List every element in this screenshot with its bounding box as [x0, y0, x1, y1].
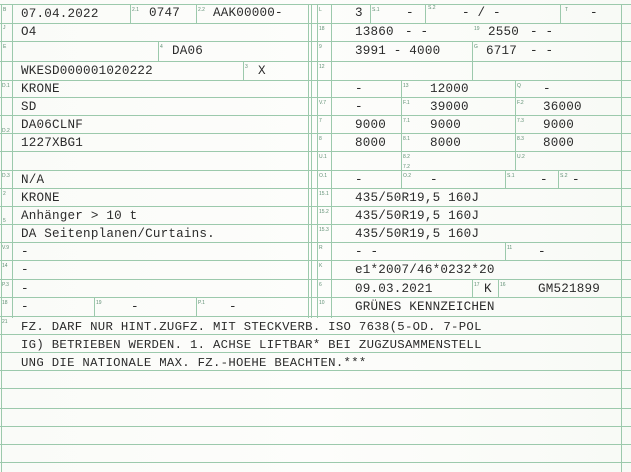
field-code: 8.3 [517, 136, 524, 142]
grid-line [498, 279, 499, 297]
vehicle-category-value: Anhänger > 10 t [21, 209, 138, 223]
field-19-value: - [131, 300, 139, 314]
field-v7-value: - [355, 100, 363, 114]
field-19-right-value: 2550 [488, 25, 520, 39]
grid-line [0, 370, 631, 371]
grid-line [331, 4, 332, 318]
grid-line [0, 242, 631, 243]
field-code: 17 [474, 282, 480, 288]
field-p3-value: - [21, 282, 29, 296]
grid-line [0, 260, 631, 261]
field-f2-value: 36000 [543, 100, 582, 114]
grid-line [0, 151, 631, 152]
field-code: 8.1 [403, 136, 410, 142]
grid-line [0, 408, 631, 409]
field-13-value: 12000 [430, 82, 469, 96]
field-code: O.1 [319, 173, 328, 179]
field-code: S.2 [560, 173, 568, 179]
type-value: SD [21, 100, 37, 114]
field-code: 14 [2, 263, 8, 269]
version-value: 1227XBG1 [21, 136, 84, 150]
field-code: T [565, 7, 569, 13]
field-d3-value: N/A [21, 173, 45, 187]
field-code: F.1 [403, 100, 410, 106]
field-code: D.2 [2, 128, 10, 134]
grid-line [472, 61, 473, 80]
field-code: 18 [2, 300, 8, 306]
field-8-1-value: 8000 [430, 136, 462, 150]
field-code: 11 [507, 245, 513, 251]
field-code: U.1 [319, 154, 327, 160]
field-code: 18 [319, 26, 325, 32]
tyre-axle-2-value: 435/50R19,5 160J [355, 209, 480, 223]
grid-line [158, 41, 159, 61]
grid-line [0, 426, 631, 427]
grid-line [370, 4, 371, 23]
field-g-dashes: - - [530, 44, 554, 58]
field-t-value: - [590, 6, 598, 20]
grid-line [0, 115, 631, 116]
field-12-value: - [355, 82, 363, 96]
grid-line [472, 41, 473, 61]
field-code: 15.1 [319, 191, 329, 197]
grid-line [0, 206, 631, 207]
field-q-value: - [543, 82, 551, 96]
field-18-right-dashes: - - [405, 25, 429, 39]
field-g-value: 6717 [486, 44, 518, 58]
type-approval-value: e1*2007/46*0232*20 [355, 263, 495, 277]
field-code: 5 [3, 218, 6, 224]
grid-line [243, 61, 244, 80]
field-7-1-value: 9000 [430, 118, 462, 132]
field-code: 15.3 [319, 227, 329, 233]
remarks-line-2: IG) BETRIEBEN WERDEN. 1. ACHSE LIFTBAR* BEI ZUGZUSAMMENSTELL [21, 338, 482, 352]
field-code: 6 [319, 282, 322, 288]
field-code: 3 [245, 64, 248, 70]
issue-date-value: 09.03.2021 [355, 282, 433, 296]
field-code: V.9 [2, 245, 10, 251]
grid-line [0, 462, 631, 463]
field-9-value: 3991 - 4000 [355, 44, 441, 58]
remarks-line-3: UNG DIE NATIONALE MAX. FZ.-HOEHE BEACHTEN.*** [21, 356, 367, 370]
grid-line [0, 316, 631, 317]
grid-line [472, 279, 473, 297]
grid-line [560, 4, 561, 23]
field-code: R [319, 245, 323, 251]
grid-line [311, 4, 312, 318]
grid-line [94, 297, 95, 316]
axles-value: 3 [355, 6, 363, 20]
field-v9-value: - [21, 245, 29, 259]
grid-line [0, 97, 631, 98]
field-code: 13 [403, 83, 409, 89]
field-p1-value: - [229, 300, 237, 314]
field-code: S.2 [428, 5, 436, 11]
grid-line [0, 133, 631, 134]
grid-line [0, 444, 631, 445]
grid-line [0, 188, 631, 189]
grid-line [0, 334, 631, 335]
field-s-value: - / - [462, 6, 501, 20]
field-2-2-value: AAK00000- [213, 6, 283, 20]
field-code: U.2 [517, 154, 525, 160]
registration-date: 07.04.2022 [21, 7, 99, 21]
grid-line [401, 80, 402, 170]
field-j-value: O4 [21, 25, 37, 39]
grid-line [0, 224, 631, 225]
field-code: 19 [474, 26, 480, 32]
field-code: 8 [319, 136, 322, 142]
manufacturer-value: KRONE [21, 191, 60, 205]
field-11-value: - [538, 245, 546, 259]
grid-line [0, 80, 631, 81]
field-code: 21 [2, 319, 8, 325]
grid-line [515, 80, 516, 170]
grid-line [317, 4, 318, 318]
field-o2-value: - [430, 173, 438, 187]
field-code: 4 [160, 44, 163, 50]
make-value: KRONE [21, 82, 60, 96]
field-code: 7.1 [403, 118, 410, 124]
field-code: L [319, 7, 322, 13]
field-19-right-dashes: - - [530, 25, 554, 39]
body-type-value: DA Seitenplanen/Curtains. [21, 227, 215, 241]
field-code: G [474, 44, 478, 50]
field-4-value: DA06 [172, 44, 204, 58]
grid-line [196, 297, 197, 316]
field-code: 7 [319, 118, 322, 124]
grid-line [558, 170, 559, 188]
field-code: 12 [319, 64, 325, 70]
field-code: B [3, 7, 7, 13]
field-code: D.3 [2, 173, 10, 179]
field-s1-value: - [540, 173, 548, 187]
field-code: 10 [319, 300, 325, 306]
grid-line [505, 242, 506, 260]
field-code: 2 [3, 191, 6, 197]
field-f1-value: 39000 [430, 100, 469, 114]
grid-line [130, 4, 131, 23]
field-code: 8.2 [403, 154, 410, 160]
grid-line [621, 4, 622, 472]
grid-line [425, 4, 426, 23]
field-code: 19 [96, 300, 102, 306]
field-code: S.1 [507, 173, 515, 179]
field-14-value: - [21, 263, 29, 277]
grid-line [0, 352, 631, 353]
field-code: 16 [500, 282, 506, 288]
variant-value: DA06CLNF [21, 118, 84, 132]
field-code: O.2 [403, 173, 412, 179]
field-code: K [319, 263, 323, 269]
grid-line [0, 41, 631, 42]
field-code: 7.2 [403, 164, 410, 170]
field-2-1-value: 0747 [149, 6, 181, 20]
field-code: J [3, 25, 6, 31]
field-8-value: 8000 [355, 136, 387, 150]
field-7-value: 9000 [355, 118, 387, 132]
field-18-right-value: 13860 [355, 25, 394, 39]
field-r-value: - - [355, 245, 379, 259]
field-o1-value: - [355, 173, 363, 187]
grid-line [1, 4, 2, 472]
field-code: 2.1 [132, 7, 139, 13]
field-3-value: X [258, 64, 266, 78]
grid-line [0, 279, 631, 280]
grid-line [0, 23, 631, 24]
grid-line [196, 4, 197, 23]
seats-value: - [406, 6, 414, 20]
field-code: P.3 [2, 282, 9, 288]
grid-line [308, 4, 309, 318]
field-8-3-value: 8000 [543, 136, 575, 150]
tyre-axle-3-value: 435/50R19,5 160J [355, 227, 480, 241]
field-code: 2.2 [198, 7, 205, 13]
field-code: S.1 [372, 7, 380, 13]
document-number-value: GM521899 [538, 282, 601, 296]
grid-line [0, 61, 631, 62]
field-code: P.1 [198, 300, 205, 306]
field-18-value: - [21, 300, 29, 314]
grid-line [12, 4, 13, 318]
grid-line [401, 170, 402, 188]
grid-line [0, 388, 631, 389]
field-7-3-value: 9000 [543, 118, 575, 132]
grid-line [0, 170, 631, 171]
grid-line [505, 170, 506, 188]
plate-note-value: GRÜNES KENNZEICHEN [355, 300, 495, 314]
remarks-line-1: FZ. DARF NUR HINT.ZUGFZ. MIT STECKVERB. ISO 7638(5-OD. 7-POL [21, 320, 482, 334]
vin-value: WKESD000001020222 [21, 64, 153, 78]
field-code: E [3, 44, 7, 50]
grid-line [0, 4, 631, 5]
field-code: V.7 [319, 100, 327, 106]
field-code: Q [517, 83, 521, 89]
tyre-axle-1-value: 435/50R19,5 160J [355, 191, 480, 205]
field-code: 15.2 [319, 209, 329, 215]
field-17-value: K [484, 282, 492, 296]
field-code: 9 [319, 44, 322, 50]
field-code: F.2 [517, 100, 524, 106]
field-code: D.1 [2, 83, 10, 89]
field-code: 7.3 [517, 118, 524, 124]
field-s2-value: - [572, 173, 580, 187]
